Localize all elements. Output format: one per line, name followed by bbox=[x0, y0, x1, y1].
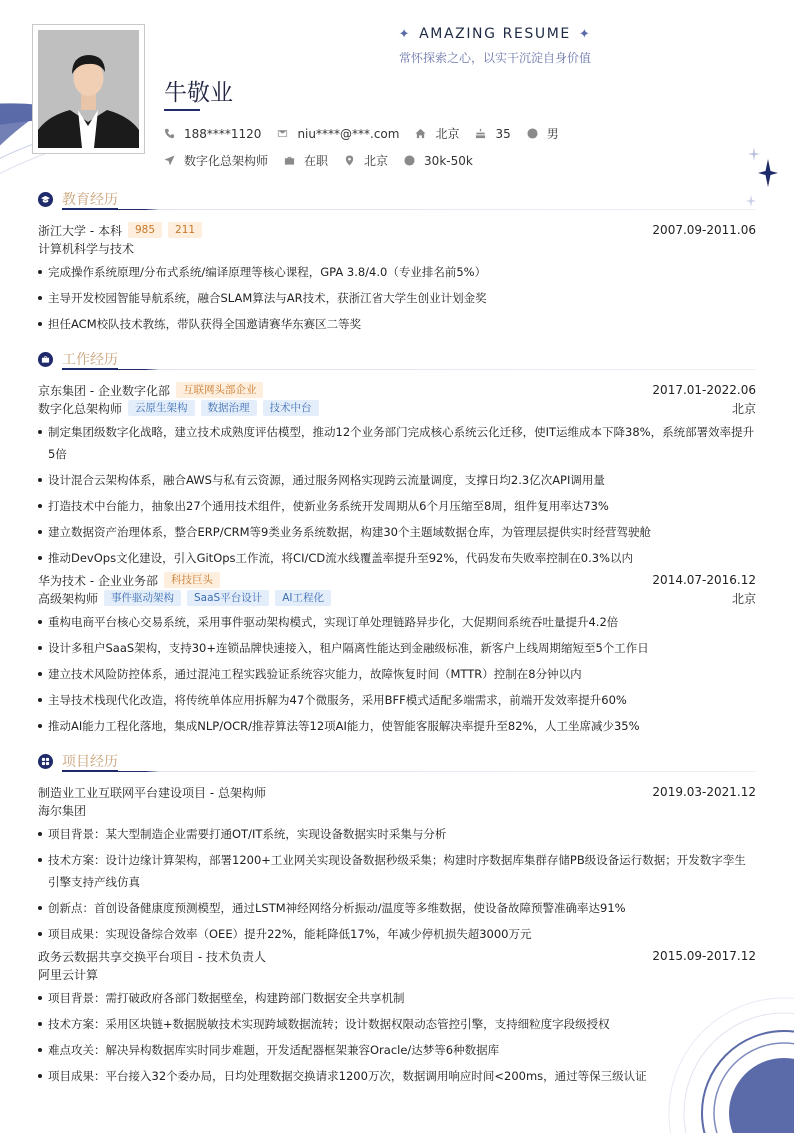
list-item: 建立技术风险防控体系，通过混沌工程实践验证系统容灾能力，故障恢复时间（MTTR）控制在8分钟以内 bbox=[38, 661, 756, 687]
mail-icon bbox=[277, 128, 288, 139]
home-icon bbox=[415, 128, 426, 139]
skill-tag: 技术中台 bbox=[263, 400, 319, 416]
project-org: 阿里云计算 bbox=[38, 967, 99, 982]
phone-icon bbox=[164, 128, 175, 139]
list-item: 制定集团级数字化战略，建立技术成熟度评估模型，推动12个业务部门完成核心系统云化迁移，使IT运维成本下降38%，系统部署效率提升5倍 bbox=[38, 419, 756, 467]
star-icon: ✦ bbox=[578, 27, 592, 42]
list-item: 项目背景：需打破政府各部门数据壁垒，构建跨部门数据安全共享机制 bbox=[38, 985, 756, 1011]
star-icon: ✦ bbox=[398, 27, 412, 42]
education-bullets bbox=[38, 259, 756, 337]
school-tag: 211 bbox=[168, 222, 202, 238]
company-tag: 科技巨头 bbox=[164, 572, 220, 588]
briefcase-icon bbox=[284, 155, 295, 166]
brand-subtitle: 常怀探索之心，以实干沉淀自身价值 bbox=[398, 51, 591, 65]
list-item: 推动DevOps文化建设，引入GitOps工作流，将CI/CD流水线覆盖率提升至92%，代码发布失败率控制在0.3%以内 bbox=[38, 545, 756, 571]
grid-icon bbox=[38, 754, 53, 769]
list-item: 技术方案：采用区块链+数据脱敏技术实现跨域数据流转；设计数据权限动态管控引擎，支持细粒度字段级授权 bbox=[38, 1011, 756, 1037]
list-item: 完成操作系统原理/分布式系统/编译原理等核心课程，GPA 3.8/4.0（专业排名前5%） bbox=[38, 259, 756, 285]
brand-title: ✦ AMAZING RESUME ✦ bbox=[398, 26, 592, 42]
send-icon bbox=[164, 155, 175, 166]
major: 计算机科学与技术 bbox=[38, 241, 135, 256]
project-date: 2019.03-2021.12 bbox=[652, 785, 756, 799]
briefcase-icon bbox=[38, 352, 53, 367]
project-entry bbox=[38, 783, 756, 947]
education-date: 2007.09-2011.06 bbox=[652, 223, 756, 237]
project-org: 海尔集团 bbox=[38, 803, 87, 818]
list-item: 技术方案：设计边缘计算架构，部署1200+工业网关实现设备数据秒级采集；构建时序数据库集群存储PB级设备运行数据；开发数字孪生引擎支持产线仿真 bbox=[38, 847, 756, 895]
company-tag: 互联网头部企业 bbox=[176, 382, 264, 398]
job-entry bbox=[38, 381, 756, 571]
name-underline bbox=[164, 109, 200, 111]
list-item: 重构电商平台核心交易系统，采用事件驱动架构模式，实现订单处理链路异步化，大促期间系统吞吐量提升4.2倍 bbox=[38, 609, 756, 635]
job-location: 北京 bbox=[731, 591, 756, 606]
job-bullets bbox=[38, 419, 756, 571]
education-entry-header bbox=[38, 221, 756, 239]
list-item: 设计混合云架构体系，融合AWS与私有云资源，通过服务网格实现跨云流量调度，支撑日均2.3亿次API调用量 bbox=[38, 467, 756, 493]
list-item: 创新点：首创设备健康度预测模型，通过LSTM神经网络分析振动/温度等多维数据，使设备故障预警准确率达91% bbox=[38, 895, 756, 921]
project-name: 制造业工业互联网平台建设项目 - 总架构师 bbox=[38, 785, 266, 800]
salary-item: 30k-50k bbox=[404, 154, 473, 168]
list-item: 项目成果：实现设备综合效率（OEE）提升22%，能耗降低17%，年减少停机损失超3000万元 bbox=[38, 921, 756, 947]
projects-header bbox=[38, 751, 756, 773]
job-entry bbox=[38, 571, 756, 739]
list-item: 主导开发校园智能导航系统，融合SLAM算法与AR技术，获浙江省大学生创业计划金奖 bbox=[38, 285, 756, 311]
age-item: 35 bbox=[475, 127, 510, 141]
work-section bbox=[38, 349, 756, 739]
list-item: 担任ACM校队技术教练，带队获得全国邀请赛华东赛区二等奖 bbox=[38, 311, 756, 337]
position-item: 数字化总架构师 bbox=[164, 152, 268, 169]
project-date: 2015.09-2017.12 bbox=[652, 949, 756, 963]
status-item: 在职 bbox=[284, 152, 328, 169]
section-title: 项目经历 bbox=[62, 754, 118, 770]
job-location: 北京 bbox=[731, 401, 756, 416]
school-name: 浙江大学 - 本科 bbox=[38, 223, 122, 238]
skill-tag: 数据治理 bbox=[201, 400, 257, 416]
section-divider bbox=[62, 369, 756, 370]
contact-row bbox=[164, 125, 575, 142]
graduation-cap-icon bbox=[38, 192, 53, 207]
job-date: 2014.07-2016.12 bbox=[652, 573, 756, 587]
phone-item: 188****1120 bbox=[164, 127, 261, 141]
money-icon bbox=[404, 155, 415, 166]
skill-tag: 云原生架构 bbox=[128, 400, 195, 416]
cake-icon bbox=[475, 128, 486, 139]
skill-tag: AI工程化 bbox=[275, 590, 331, 606]
section-divider bbox=[62, 771, 756, 772]
email-item: niu****@***.com bbox=[277, 127, 399, 141]
school-tag: 985 bbox=[128, 222, 162, 238]
list-item: 推动AI能力工程化落地，集成NLP/OCR/推荐算法等12项AI能力，使智能客服解决率提升至82%，人工坐席减少35% bbox=[38, 713, 756, 739]
skill-tag: SaaS平台设计 bbox=[187, 590, 269, 606]
major-row bbox=[38, 239, 756, 257]
job-role: 数字化总架构师 bbox=[38, 401, 123, 416]
list-item: 难点攻关：解决异构数据库实时同步难题，开发适配器框架兼容Oracle/达梦等6种数据库 bbox=[38, 1037, 756, 1063]
target-city-item: 北京 bbox=[344, 152, 388, 169]
list-item: 项目成果：平台接入32个委办局，日均处理数据交换请求1200万次，数据调用响应时间<200ms，通过等保三级认证 bbox=[38, 1063, 756, 1089]
list-item: 项目背景：某大型制造企业需要打通OT/IT系统，实现设备数据实时采集与分析 bbox=[38, 821, 756, 847]
section-divider bbox=[62, 209, 756, 210]
job-intent-row bbox=[164, 152, 489, 169]
company-name: 华为技术 - 企业业务部 bbox=[38, 573, 158, 588]
section-title: 工作经历 bbox=[62, 352, 118, 368]
section-title: 教育经历 bbox=[62, 192, 118, 208]
candidate-name: 牛敬业 bbox=[164, 80, 233, 106]
project-entry bbox=[38, 947, 756, 1089]
gender-item: 男 bbox=[527, 125, 559, 142]
list-item: 建立数据资产治理体系，整合ERP/CRM等9类业务系统数据，构建30个主题域数据仓库，为管理层提供实时经营驾驶舱 bbox=[38, 519, 756, 545]
projects-section bbox=[38, 751, 756, 1089]
project-bullets bbox=[38, 821, 756, 947]
company-name: 京东集团 - 企业数字化部 bbox=[38, 383, 170, 398]
job-role: 高级架构师 bbox=[38, 591, 99, 606]
project-bullets bbox=[38, 985, 756, 1089]
job-bullets bbox=[38, 609, 756, 739]
profile-photo bbox=[32, 24, 145, 154]
job-date: 2017.01-2022.06 bbox=[652, 383, 756, 397]
education-section bbox=[38, 189, 756, 337]
list-item: 打造技术中台能力，抽象出27个通用技术组件，使新业务系统开发周期从6个月压缩至8周，组件复用率达73% bbox=[38, 493, 756, 519]
user-icon bbox=[527, 128, 538, 139]
list-item: 主导技术栈现代化改造，将传统单体应用拆解为47个微服务，采用BFF模式适配多端需求，前端开发效率提升60% bbox=[38, 687, 756, 713]
brand-header bbox=[330, 26, 660, 66]
work-header bbox=[38, 349, 756, 371]
avatar bbox=[38, 30, 139, 148]
location-pin-icon bbox=[344, 155, 355, 166]
city-item: 北京 bbox=[415, 125, 459, 142]
skill-tag: 事件驱动架构 bbox=[104, 590, 181, 606]
project-name: 政务云数据共享交换平台项目 - 技术负责人 bbox=[38, 949, 266, 964]
list-item: 设计多租户SaaS架构，支持30+连锁品牌快速接入，租户隔离性能达到金融级标准，新客户上线周期缩短至5个工作日 bbox=[38, 635, 756, 661]
education-header bbox=[38, 189, 756, 211]
